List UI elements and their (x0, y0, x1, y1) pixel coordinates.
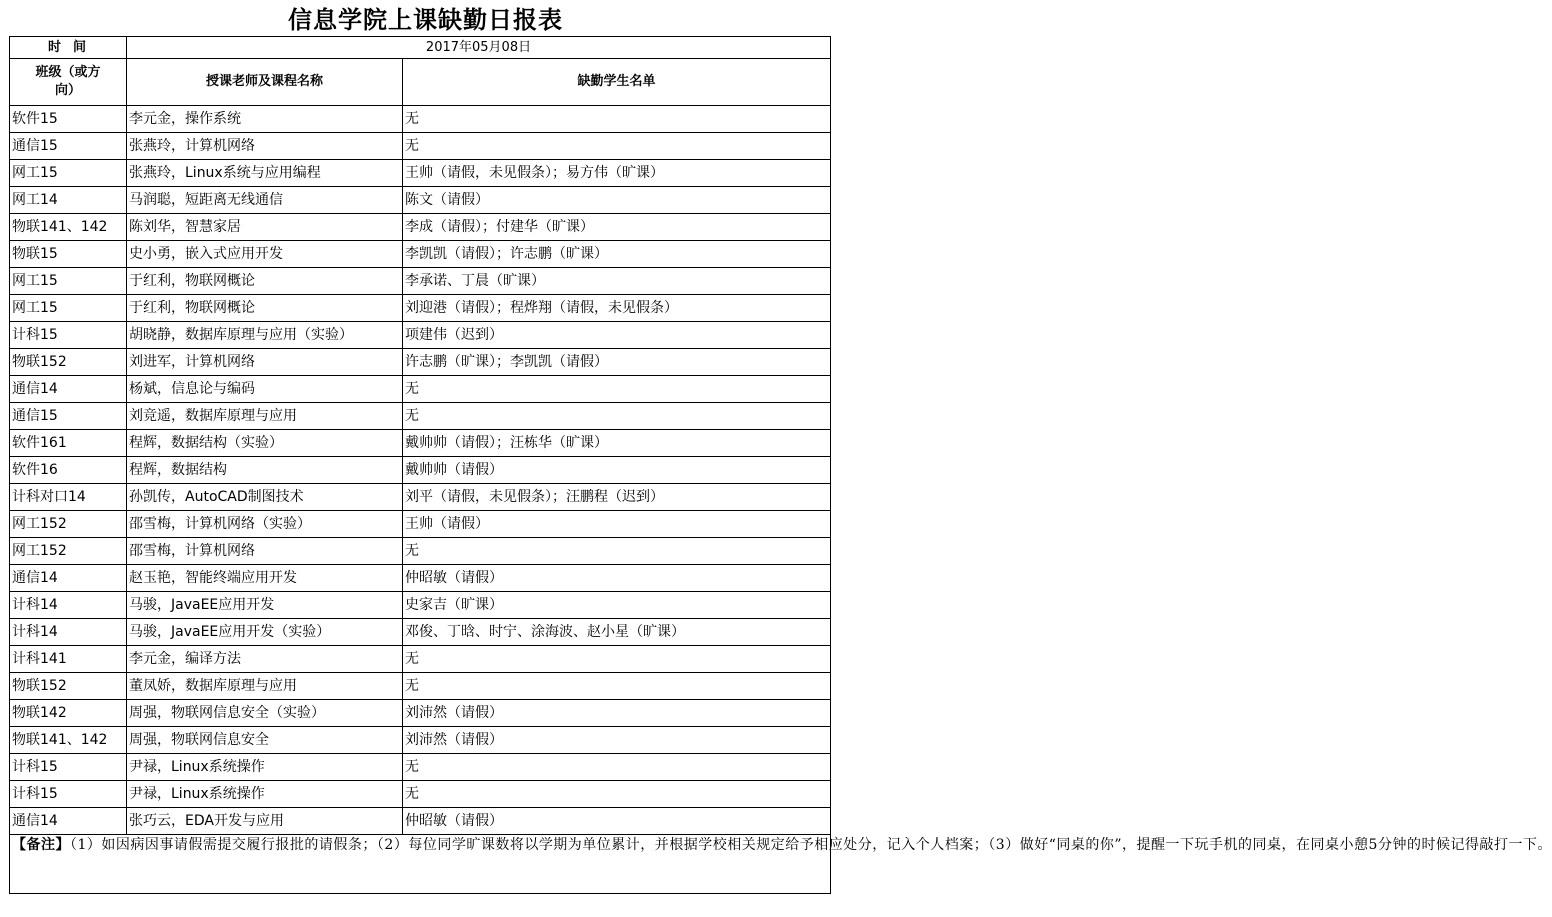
teacher-course-cell: 于红利，物联网概论 (127, 268, 403, 295)
teacher-course-cell: 史小勇，嵌入式应用开发 (127, 241, 403, 268)
class-cell: 通信14 (10, 808, 127, 835)
class-cell: 通信14 (10, 376, 127, 403)
teacher-course-cell: 刘竞遥，数据库原理与应用 (127, 403, 403, 430)
class-cell: 物联152 (10, 673, 127, 700)
table-row (10, 403, 831, 430)
class-cell: 软件161 (10, 430, 127, 457)
column-header-class: 班级（或方向） (10, 59, 127, 106)
absent-students-cell: 刘平（请假，未见假条）；汪鹏程（迟到） (403, 484, 831, 511)
absent-students-cell: 无 (403, 673, 831, 700)
table-row (10, 781, 831, 808)
absent-students-cell: 陈文（请假） (403, 187, 831, 214)
teacher-course-cell: 董凤娇，数据库原理与应用 (127, 673, 403, 700)
table-row (10, 754, 831, 781)
note-label: 【备注】 (12, 837, 70, 853)
class-cell: 计科15 (10, 754, 127, 781)
absent-students-cell: 戴帅帅（请假） (403, 457, 831, 484)
absent-students-cell: 李成（请假）；付建华（旷课） (403, 214, 831, 241)
class-cell: 网工15 (10, 268, 127, 295)
absent-students-cell: 戴帅帅（请假）；汪栋华（旷课） (403, 430, 831, 457)
report-title: 信息学院上课缺勤日报表 (288, 5, 563, 34)
absent-students-cell: 项建伟（迟到） (403, 322, 831, 349)
absent-students-cell: 刘迎港（请假）；程烨翔（请假，未见假条） (403, 295, 831, 322)
teacher-course-cell: 邵雪梅，计算机网络 (127, 538, 403, 565)
absent-students-cell: 许志鹏（旷课）；李凯凯（请假） (403, 349, 831, 376)
class-cell: 通信15 (10, 403, 127, 430)
table-row (10, 646, 831, 673)
class-cell: 通信15 (10, 133, 127, 160)
class-cell: 网工15 (10, 295, 127, 322)
class-cell: 网工15 (10, 160, 127, 187)
table-row (10, 160, 831, 187)
table-row (10, 376, 831, 403)
table-row (10, 673, 831, 700)
class-cell: 计科15 (10, 322, 127, 349)
class-cell: 网工152 (10, 538, 127, 565)
class-cell: 网工14 (10, 187, 127, 214)
time-row (10, 37, 831, 59)
absent-students-cell: 无 (403, 538, 831, 565)
teacher-course-cell: 马润聪，短距离无线通信 (127, 187, 403, 214)
table-row (10, 241, 831, 268)
absent-students-cell: 邓俊、丁晗、时宁、涂海波、赵小星（旷课） (403, 619, 831, 646)
teacher-course-cell: 程辉，数据结构（实验） (127, 430, 403, 457)
table-row (10, 106, 831, 133)
absent-students-cell: 无 (403, 754, 831, 781)
teacher-course-cell: 李元金，编译方法 (127, 646, 403, 673)
absent-students-cell: 无 (403, 106, 831, 133)
class-cell: 计科141 (10, 646, 127, 673)
teacher-course-cell: 马骏，JavaEE应用开发（实验） (127, 619, 403, 646)
table-row (10, 565, 831, 592)
teacher-course-cell: 孙凯传，AutoCAD制图技术 (127, 484, 403, 511)
class-cell: 计科14 (10, 619, 127, 646)
teacher-course-cell: 尹禄，Linux系统操作 (127, 754, 403, 781)
table-row (10, 484, 831, 511)
absent-students-cell: 无 (403, 376, 831, 403)
teacher-course-cell: 李元金，操作系统 (127, 106, 403, 133)
absent-students-cell: 刘沛然（请假） (403, 700, 831, 727)
table-row (10, 214, 831, 241)
table-row (10, 511, 831, 538)
class-cell: 物联141、142 (10, 727, 127, 754)
class-cell: 计科对口14 (10, 484, 127, 511)
absent-students-cell: 无 (403, 646, 831, 673)
teacher-course-cell: 陈刘华，智慧家居 (127, 214, 403, 241)
table-row (10, 349, 831, 376)
teacher-course-cell: 胡晓静，数据库原理与应用（实验） (127, 322, 403, 349)
teacher-course-cell: 赵玉艳，智能终端应用开发 (127, 565, 403, 592)
table-row (10, 808, 831, 835)
report-rows (10, 106, 831, 835)
absent-students-cell: 无 (403, 403, 831, 430)
class-cell: 物联141、142 (10, 214, 127, 241)
teacher-course-cell: 杨斌，信息论与编码 (127, 376, 403, 403)
absent-students-cell: 史家吉（旷课） (403, 592, 831, 619)
class-cell: 通信14 (10, 565, 127, 592)
teacher-course-cell: 邵雪梅，计算机网络（实验） (127, 511, 403, 538)
table-row (10, 295, 831, 322)
table-row (10, 592, 831, 619)
table-row (10, 133, 831, 160)
class-cell: 网工152 (10, 511, 127, 538)
absent-students-cell: 仲昭敏（请假） (403, 565, 831, 592)
absent-students-cell: 无 (403, 133, 831, 160)
note-text: （1）如因病因事请假需提交履行报批的请假条；（2）每位同学旷课数将以学期为单位累计，并根据学校相关规定给予相应处分，记入个人档案；（3）做好“同桌的你”，提醒一下玩手机的同桌，在同桌小憩5分钟的时候记得敲打一下。 (70, 837, 1552, 853)
absent-students-cell: 刘沛然（请假） (403, 727, 831, 754)
table-row (10, 619, 831, 646)
teacher-course-cell: 张巧云，EDA开发与应用 (127, 808, 403, 835)
table-row (10, 322, 831, 349)
column-header-row (10, 59, 831, 106)
table-row (10, 430, 831, 457)
absent-students-cell: 无 (403, 781, 831, 808)
teacher-course-cell: 刘进军，计算机网络 (127, 349, 403, 376)
teacher-course-cell: 马骏，JavaEE应用开发 (127, 592, 403, 619)
absent-students-cell: 仲昭敏（请假） (403, 808, 831, 835)
teacher-course-cell: 张燕玲，计算机网络 (127, 133, 403, 160)
class-cell: 计科14 (10, 592, 127, 619)
absent-students-cell: 王帅（请假，未见假条）；易方伟（旷课） (403, 160, 831, 187)
class-cell: 软件16 (10, 457, 127, 484)
class-cell: 物联152 (10, 349, 127, 376)
teacher-course-cell: 尹禄，Linux系统操作 (127, 781, 403, 808)
absence-report-table (9, 36, 1552, 894)
table-row (10, 538, 831, 565)
teacher-course-cell: 周强，物联网信息安全（实验） (127, 700, 403, 727)
class-cell: 计科15 (10, 781, 127, 808)
absent-students-cell: 王帅（请假） (403, 511, 831, 538)
class-cell: 软件15 (10, 106, 127, 133)
report-date: 2017年05月08日 (127, 37, 831, 59)
table-row (10, 268, 831, 295)
column-header-teacher-course: 授课老师及课程名称 (127, 59, 403, 106)
teacher-course-cell: 于红利，物联网概论 (127, 295, 403, 322)
time-label: 时间 (10, 37, 127, 59)
class-cell: 物联15 (10, 241, 127, 268)
teacher-course-cell: 张燕玲，Linux系统与应用编程 (127, 160, 403, 187)
table-row (10, 727, 831, 754)
table-row (10, 457, 831, 484)
note-row (10, 835, 831, 894)
column-header-absent-students: 缺勤学生名单 (403, 59, 831, 106)
table-row (10, 187, 831, 214)
teacher-course-cell: 周强，物联网信息安全 (127, 727, 403, 754)
class-cell: 物联142 (10, 700, 127, 727)
absent-students-cell: 李凯凯（请假）；许志鹏（旷课） (403, 241, 831, 268)
table-row (10, 700, 831, 727)
absent-students-cell: 李承诺、丁晨（旷课） (403, 268, 831, 295)
note-cell (10, 835, 1552, 894)
teacher-course-cell: 程辉，数据结构 (127, 457, 403, 484)
